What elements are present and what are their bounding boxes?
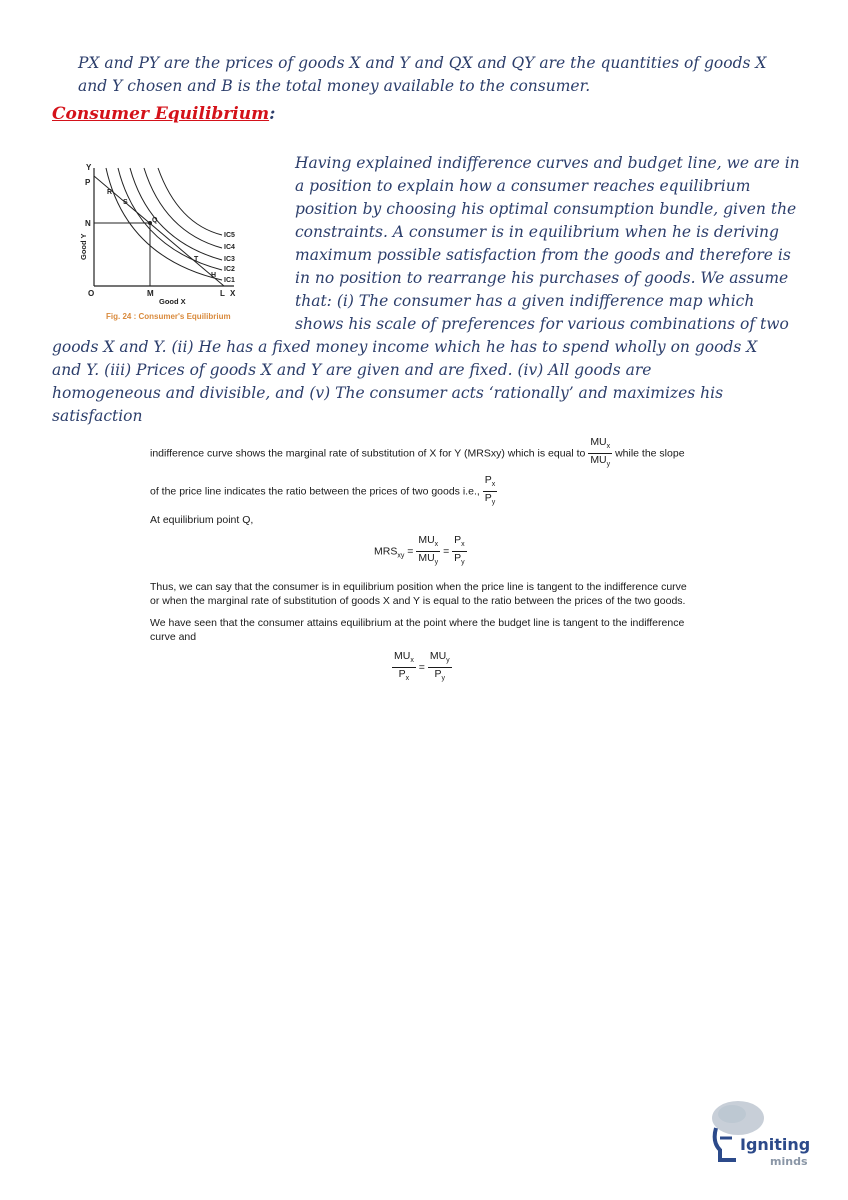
label-ic4: IC4	[224, 244, 235, 251]
equilibrium-point-text: At equilibrium point Q,	[150, 514, 254, 526]
label-x: X	[230, 289, 236, 298]
figure-caption: Fig. 24 : Consumer's Equilibrium	[106, 312, 231, 321]
seen-line: curve and	[150, 631, 197, 643]
logo-word-minds: minds	[770, 1155, 808, 1168]
seen-paragraph	[150, 616, 684, 644]
equilibrium-paragraph	[52, 152, 822, 428]
mu-price-equation: $\frac{MU_x}{P_x}$ = $\frac{MU_y}{P_y}$	[394, 650, 450, 683]
price-ratio-text: of the price line indicates the ratio between the prices of two goods i.e.,	[150, 485, 480, 498]
paragraph-line: constraints. A consumer is in equilibrium when he is deriving	[295, 223, 779, 241]
paragraph-line: a position to explain how a consumer reaches equilibrium	[295, 177, 751, 195]
label-r: R	[107, 189, 113, 196]
x-axis-title: Good X	[159, 297, 186, 306]
y-axis-title: Good Y	[79, 233, 88, 260]
paragraph-line: in no position to rearrange his purchases of goods. We assume	[295, 269, 789, 287]
mux-over-muy-fraction: $\frac{MU_x}{MU_y}$	[590, 436, 611, 469]
intro-text	[52, 52, 812, 98]
heading-title: Consumer Equilibrium	[52, 104, 270, 124]
label-ic5: IC5	[224, 232, 235, 239]
heading-colon: :	[269, 104, 276, 124]
logo-word-igniting: Igniting	[740, 1135, 811, 1154]
label-ic3: IC3	[224, 256, 235, 263]
label-s: S	[123, 199, 128, 206]
paragraph-line: maximum possible satisfaction from the goods and therefore is	[295, 246, 791, 264]
paragraph-line: satisfaction	[52, 407, 143, 425]
intro-line: and Y chosen and B is the total money available to the consumer.	[78, 77, 591, 95]
px-over-py-fraction: $\frac{P_x}{P_y}$	[484, 474, 496, 507]
intro-line: PX and PY are the prices of goods X and Y and QX and QY are the quantities of goods X	[78, 54, 767, 72]
brain-head-icon	[706, 1098, 824, 1170]
mrs-line-tail: while the slope	[615, 447, 685, 460]
label-o: O	[88, 289, 95, 298]
paragraph-line: goods X and Y. (ii) He has a fixed money income which he has to spend wholly on goods X	[52, 338, 758, 356]
label-ic2: IC2	[224, 266, 235, 273]
paragraph-line: homogeneous and divisible, and (v) The consumer acts ‘rationally’ and maximizes his	[52, 384, 724, 402]
label-ic1: IC1	[224, 277, 235, 284]
paragraph-line: Having explained indifference curves and budget line, we are in	[295, 154, 800, 172]
igniting-minds-logo	[706, 1098, 824, 1170]
label-l: L	[220, 289, 225, 298]
paragraph-line: shows his scale of preferences for various combinations of two	[295, 315, 789, 333]
label-p: P	[85, 178, 91, 187]
mrs-equation: $MRS_{xy}$ = $\frac{MU_x}{MU_y}$ = $\frac{P_x}{P_y}$	[374, 534, 465, 567]
mrs-line-text: indifference curve shows the marginal rate of substitution of X for Y (MRSxy) which is equal to	[150, 447, 586, 460]
label-t: T	[194, 256, 199, 263]
section-heading	[52, 104, 275, 124]
paragraph-line: that: (i) The consumer has a given indifference map which	[295, 292, 755, 310]
paragraph-line: and Y. (iii) Prices of goods X and Y are given and are fixed. (iv) All goods are	[52, 361, 652, 379]
label-m: M	[147, 289, 154, 298]
thus-line: Thus, we can say that the consumer is in equilibrium position when the price line is tangent to the indifference curve	[150, 581, 687, 593]
paragraph-line: position by choosing his optimal consumption bundle, given the	[295, 200, 797, 218]
seen-line: We have seen that the consumer attains equilibrium at the point where the budget line is tangent to the indifference	[150, 617, 685, 629]
thus-paragraph	[150, 580, 687, 608]
mrs-line	[150, 436, 685, 471]
price-ratio-line	[150, 474, 497, 509]
thus-line: or when the marginal rate of substitution of goods X and Y is equal to the ratio between the prices of the two goods.	[150, 595, 686, 607]
label-y: Y	[86, 163, 92, 172]
label-q: Q	[152, 217, 158, 224]
label-n: N	[85, 219, 91, 228]
label-h: H	[211, 272, 217, 279]
